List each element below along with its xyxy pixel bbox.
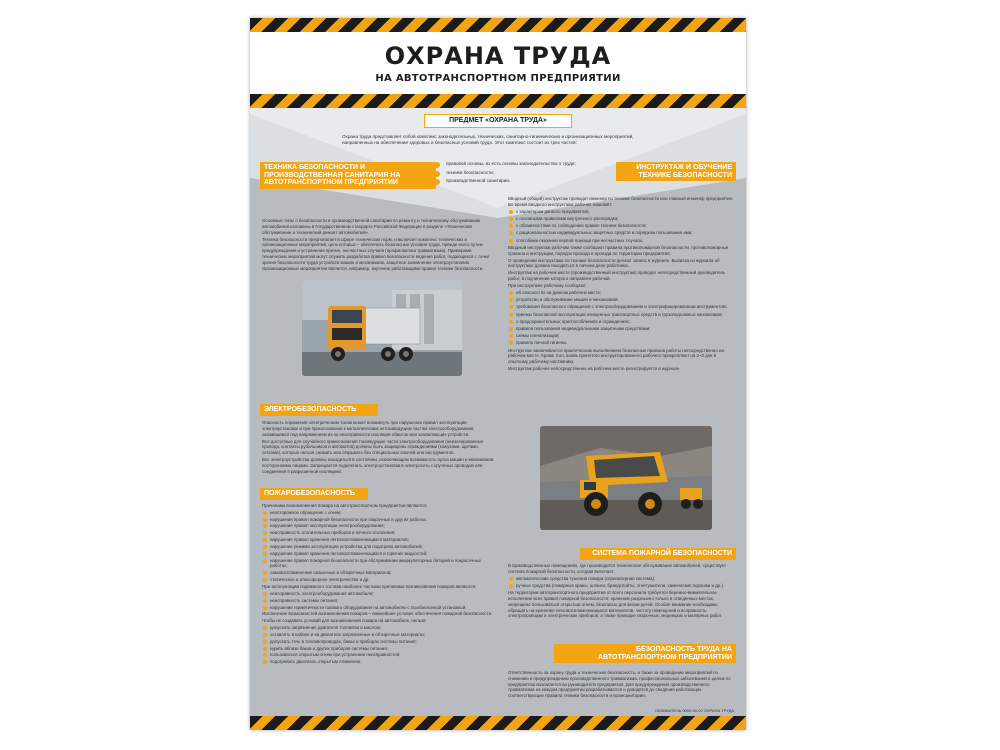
- footer-logo: [655, 708, 734, 713]
- list-item: подогревать двигатель открытым пламенем.: [262, 659, 494, 665]
- hazard-stripes-top: [250, 18, 746, 32]
- paragraph: Инструктаж на рабочем месте (производственный инструктаж) проводит непосредственный руководитель работ, в подчинении которого направлен рабочий.: [508, 270, 726, 282]
- list-item: техники безопасности;: [432, 169, 612, 178]
- section-title-instruction: ИНСТРУКТАЖ И ОБУЧЕНИЕ ТЕХНИКЕ БЕЗОПАСНОСТИ: [616, 162, 736, 181]
- poster-subtitle: НА АВТОТРАНСПОРТНОМ ПРЕДПРИЯТИИ: [375, 73, 621, 84]
- electrical-text: [262, 420, 494, 476]
- list-item: об опасностях на данном рабочем месте;: [508, 290, 736, 296]
- paragraph: В производственных помещениях, где производится техническое обслуживание автомобилей, существует система пожарной безопасности, которая включает:: [508, 563, 726, 574]
- list-item: правила личной гигиены.: [508, 340, 736, 346]
- list-item: требования безопасного обращения с электрооборудованием и электрифицированным инструментом;: [508, 304, 736, 310]
- list-item: неосторожное обращение с огнем;: [262, 510, 494, 516]
- fire-system-text: [508, 563, 736, 620]
- list-item: нарушение правил хранения легковоспламеняющихся материалов;: [262, 537, 494, 543]
- paragraph: Опасность поражения электрическим током может возникнуть при нарушении правил эксплуатации электроустановок и при прикосновении к металлическим нетоковедущим частям электрооборудования, оказавшимся под напряжением из-за неисправности изоляции обмоток или заземляющих устройств.: [262, 420, 475, 437]
- paragraph: Все электроустройства должны находиться в состоянии, исключающем возможность пуска машин и механизмов посторонними лицами. Запрещается подключать электроустановки в электросеть с кручёных проводов или соединения в разрушенной изоляцией.: [262, 457, 494, 474]
- paragraph: Ответственность за охрану труда и технических безопасность, а также за проведение мероприятий по снижению и предупреждению производственного травматизма, профессиональных заболеваний в целом по предприятию возлагается на руководителя предприятия. Для предупреждения производственного травматизма на каждом предприятии разрабатываются и доводятся до сведения работающих соответствующие правила техники безопасности и промсанитарии.: [508, 670, 731, 699]
- paragraph: Вводный (общий) инструктаж проводит инженер по технике безопасности или главный инженер предприятия. Во время вводного инструктажа рабочих знакомят:: [508, 196, 734, 207]
- poster-code: 0000-00-00 ОХРАНА ТРУДА: [682, 708, 734, 713]
- paragraph: При эксплуатации подвижного состава наиболее частыми причинами возникновения пожаров являются:: [262, 584, 477, 590]
- instruction-text: [508, 196, 736, 373]
- list-item: производственной санитарии.: [432, 177, 612, 186]
- list-item: допускать загрязнение двигателя топливом и маслом;: [262, 625, 494, 631]
- list-item: способами оказания первой помощи при несчастных случаях.: [508, 238, 736, 244]
- list-item: нарушение правил хранения легковоспламеняющихся и горючих жидкостей;: [262, 551, 494, 557]
- poster-title: ОХРАНА ТРУДА: [384, 42, 612, 70]
- paragraph: Основные типы о безопасности и производственной санитарии по ремонту и техническому обслуживанию автомобилей изложены в Государственном стандарте Российской Федерации в разделе «Технические обслуживание и технический ремонт автомобилей».: [262, 218, 481, 235]
- paragraph: При инструктаже рабочему сообщают:: [508, 283, 587, 289]
- list-item: нарушение правил пожарной безопасности при обслуживании аккумуляторных батарей и покрасочных работах;: [262, 558, 494, 569]
- vehicle-fire-causes-list: [262, 591, 494, 610]
- list-item: с обязанностями по соблюдению правил техники безопасности;: [508, 223, 736, 229]
- paragraph: Техника безопасности предполагает в сфере технических норм, и включает комплекс технических и организационных мероприятий, цель которых – обеспечить безопасные условия труда, прежде всего путем предупреждения и устранения причин, несчастных случаев (профилактика травматизма). Примерами технических мероприятий могут служить разработка правил безопасности ведения работ, подающихся с точки зрения безопасности труда устройств машин и механизмов, защитное заземление электроустановок. Организационные мероприятия является, например, изучение работающими правил техники безопасности.: [262, 236, 489, 271]
- list-item: с основными правилами внутреннего распорядка;: [508, 216, 736, 222]
- list-item: правовой основы, из есть основы законодательства о труде;: [432, 160, 612, 169]
- list-item: устройство и обслуживание машин и механизмов;: [508, 297, 736, 303]
- prohibitions-list: [262, 625, 494, 665]
- fire-safety-text: [262, 503, 494, 666]
- section-title-fire-system: СИСТЕМА ПОЖАРНОЙ БЕЗОПАСНОСТИ: [580, 548, 736, 560]
- list-item: статическое и атмосферное электричество и др.: [262, 577, 494, 583]
- dump-truck-photo: [540, 426, 712, 530]
- list-item: допускать течь в топливопроводах, баках и приборах системы питания;: [262, 639, 494, 645]
- list-item: неисправность системы питания;: [262, 598, 494, 604]
- paragraph: О проведении инструктажа по технике безопасности делают запись в журнале. Выписка из журнала об инструктаже должна находиться в личном деле работника.: [508, 257, 720, 269]
- hazard-stripes-bottom: [250, 716, 746, 730]
- paragraph: Вводный инструктаж рабочим также сообщают правила противопожарной безопасности, противопожарные правила и инструкции, порядок прохода и проезда по территории предприятия.: [508, 244, 729, 256]
- fire-system-list: [508, 576, 736, 589]
- paragraph: Инструктаж заканчивается практическим выполнением безопасных приемов работы непосредственно на рабочем месте. Кроме того, вновь принятого инструктированного рабочего прикрепляют на 2–3 дня в опытному рабочему-наставнику.: [508, 347, 724, 365]
- vehicle-safety-text: [508, 670, 736, 700]
- intro-paragraph: Охрана труда представляет собой комплекс законодательных, технических, санитарно-гигиенических и организационных мероприятий, направленных на обеспечение здоровых и безопасных условий труда. Этот комплекс состоит из трех частей:: [342, 134, 634, 146]
- list-item: с рациональностью индивидуальных защитных средств и порядком пользования ими;: [508, 230, 736, 236]
- list-item: неисправность отопительных приборов и печного отопления;: [262, 530, 494, 536]
- truck-image: [302, 280, 462, 376]
- list-item: нарушение режима эксплуатации устройства для подогрева автомобилей;: [262, 544, 494, 550]
- list-item: ручные средства (пожарные краны, шланги, брандспойты, огнетушители, химические порошки и др.).: [508, 583, 736, 589]
- fire-causes-list: [262, 510, 494, 583]
- intro-list: [432, 160, 612, 186]
- section-title-electrical: ЭЛЕКТРОБЕЗОПАСНОСТЬ: [260, 404, 378, 416]
- list-item: нарушения правил пожарной безопасности при сварочных и других работах;: [262, 517, 494, 523]
- section-title-fire-safety: ПОЖАРОБЕЗОПАСНОСТЬ: [260, 488, 368, 500]
- paragraph: Все доступные для случайного прикосновения токоведущие части электрооборудования (неизолированные провода, контакты рубильников и автоматов) должны быть защищены ограждениями (кожухами, щитами, сетками), которые нельзя снимать или открывать без специальных ключей или инструментов.: [262, 438, 484, 456]
- tech-safety-text: [262, 218, 494, 273]
- list-item: неисправность электрооборудования автомобиля;: [262, 591, 494, 597]
- dump-truck-image: [540, 426, 712, 530]
- list-item: с характером данного предприятия;: [508, 209, 736, 215]
- paragraph: Исключение возможностей возникновения пожаров – важнейшее условие обеспечения пожарной безопасности.: [262, 611, 493, 617]
- section-title-tech-safety: ТЕХНИКА БЕЗОПАСНОСТИ И ПРОИЗВОДСТВЕННАЯ САНИТАРИЯ НА АВТОТРАНСПОРТНОМ ПРЕДПРИЯТИИ: [260, 162, 436, 189]
- list-item: оставлять в кабине и на двигателе загрязненные и обтирочные материалы;: [262, 632, 494, 638]
- intro-briefing-list: [508, 209, 736, 244]
- paragraph: Инструктаж рабочее непосредственно на рабочем месте регистрируется в журнале.: [508, 366, 681, 372]
- list-item: пользоваться открытым огнем при устранении неисправностей;: [262, 652, 494, 658]
- section-title-vehicle-safety: БЕЗОПАСНОСТЬ ТРУДА НА АВТОТРАНСПОРТНОМ ПРЕДПРИЯТИИ: [554, 644, 736, 663]
- list-item: правила пользования индивидуальными защитными средствами;: [508, 326, 736, 332]
- paragraph: На территории автотранспортного предприятия от всего персонала требуется бережно-внимательное исполнение всех правил пожарной безопасности: хранение разрешено только в отведенных местах, запрещено пользоваться открытым огнем, безопасно для жизни детей. Особое внимание необходимо обращать на хранение легковоспламеняющихся материалов, чистоту помещений и исправность электропроводки и электрических приборов, а также проводке сварочных, медницких и малярных работ.: [508, 590, 723, 619]
- list-item: самовоспламенение смазочных и обтирочных материалов;: [262, 570, 494, 576]
- list-item: автоматические средства тушения пожара (спринклерная система);: [508, 576, 736, 582]
- list-item: приемы безопасной эксплуатации очищенных транспортных средств и грузоподъемных механизмов;: [508, 312, 736, 318]
- subject-title: ПРЕДМЕТ «ОХРАНА ТРУДА»: [424, 114, 572, 128]
- list-item: нарушение правил эксплуатации электрооборудования;: [262, 523, 494, 529]
- brand-name: ОБЛИКАТЕЛЬ: [654, 708, 682, 713]
- hazard-stripes-header: [250, 94, 746, 108]
- workplace-briefing-list: [508, 290, 736, 346]
- truck-photo: [302, 280, 462, 376]
- list-item: нарушение герметичности газового оборудования на автомобилях с газобаллонной установкой.: [262, 605, 494, 611]
- poster-header: [250, 32, 746, 94]
- poster: [250, 18, 746, 730]
- paragraph: Чтобы не создавать условий для возникновения пожара на автомобиле, нельзя:: [262, 618, 427, 624]
- list-item: курить вблизи баков и других приборов системы питания;: [262, 646, 494, 652]
- list-item: схемы сигнализации;: [508, 333, 736, 339]
- list-item: о предохранительных приспособлениях и ограждениях;: [508, 319, 736, 325]
- paragraph: Причинами возникновения пожара на автотранспортном предприятии являются:: [262, 503, 428, 508]
